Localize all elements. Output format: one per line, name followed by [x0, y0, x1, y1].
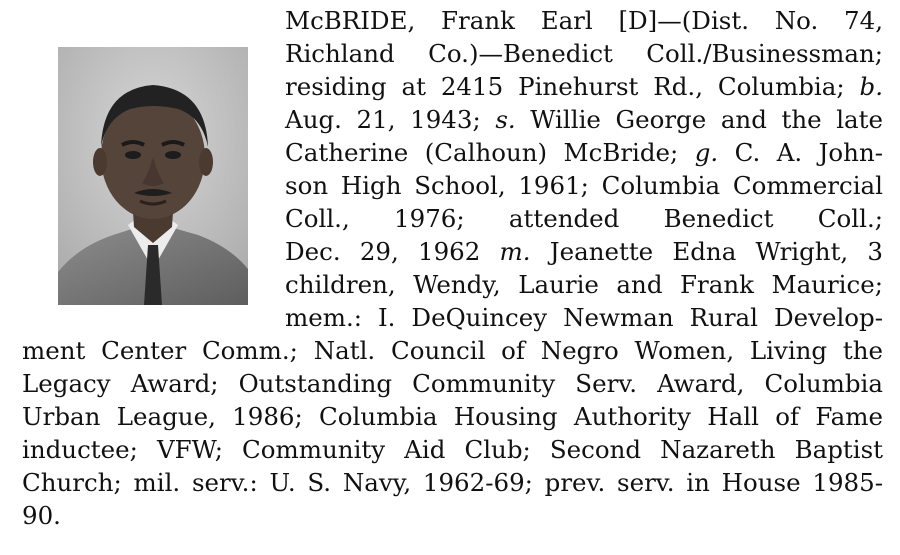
- bio-text: ment Center Comm.; Natl. Council of Negro Women, Living the: [22, 336, 883, 365]
- bio-line: [285, 268, 883, 301]
- bio-text: C. A. John-: [718, 138, 883, 167]
- bio-line: [285, 4, 883, 37]
- bio-line: [285, 202, 883, 235]
- bio-line: [285, 301, 883, 334]
- bio-text: 90.: [22, 501, 61, 530]
- bio-line: [285, 136, 883, 169]
- bio-text: children, Wendy, Laurie and Frank Maurice;: [285, 270, 883, 299]
- bio-text: Urban League, 1986; Columbia Housing Authority Hall of Fame: [22, 402, 883, 431]
- bio-line: [22, 466, 883, 499]
- bio-line: [22, 400, 883, 433]
- bio-text: son High School, 1961; Columbia Commercial: [285, 171, 883, 200]
- bio-text: Willie George and the late: [515, 105, 884, 134]
- bio-text: Aug. 21, 1943;: [285, 105, 496, 134]
- bio-text: Richland Co.)—Benedict Coll./Businessman;: [285, 39, 883, 68]
- bio-line: [285, 103, 883, 136]
- bio-line: [285, 169, 883, 202]
- portrait-photo: [58, 47, 248, 305]
- bio-text: residing at 2415 Pinehurst Rd., Columbia;: [285, 72, 860, 101]
- bio-text: Legacy Award; Outstanding Community Serv. Award, Columbia: [22, 369, 883, 398]
- bio-abbrev: m.: [499, 237, 531, 266]
- bio-text: inductee; VFW; Community Aid Club; Second Nazareth Baptist: [22, 435, 883, 464]
- bio-line: [285, 37, 883, 70]
- bio-text: Coll., 1976; attended Benedict Coll.;: [285, 204, 883, 233]
- bio-line: [22, 334, 883, 367]
- bio-text: Church; mil. serv.: U. S. Navy, 1962-69; prev. serv. in House 1985-: [22, 468, 883, 497]
- bio-abbrev: s.: [495, 105, 516, 134]
- bio-line: [285, 235, 883, 268]
- bio-text: McBRIDE, Frank Earl [D]—(Dist. No. 74,: [285, 6, 883, 35]
- bio-abbrev: g.: [694, 138, 719, 167]
- bio-line: [285, 70, 883, 103]
- bio-text: Dec. 29, 1962: [285, 237, 500, 266]
- bio-text: Catherine (Calhoun) McBride;: [285, 138, 695, 167]
- bio-abbrev: b.: [859, 72, 883, 101]
- bio-text: Jeanette Edna Wright, 3: [530, 237, 883, 266]
- bio-line: [22, 433, 883, 466]
- bio-line: [22, 499, 883, 532]
- bio-line: [22, 367, 883, 400]
- bio-text: mem.: I. DeQuincey Newman Rural Develop-: [285, 303, 883, 332]
